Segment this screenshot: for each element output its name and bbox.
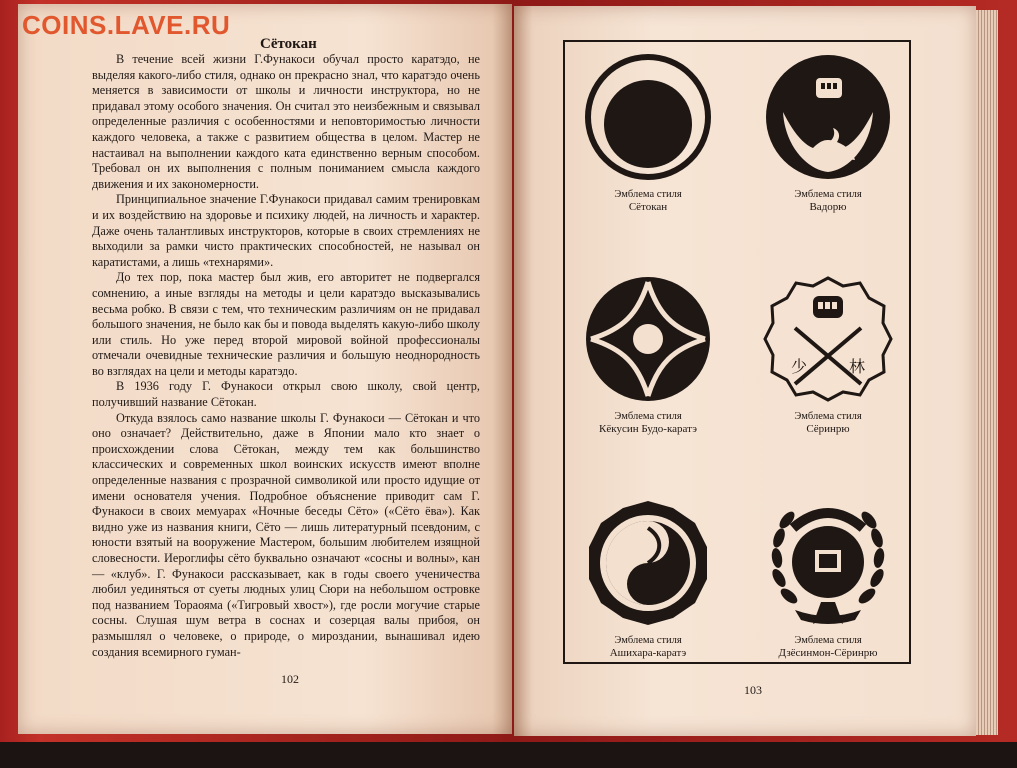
wado-ryu-emblem-icon [763,52,893,182]
svg-text:少: 少 [791,357,808,376]
paragraph: В течение всей жизни Г.Фунакоси обучал просто каратэдо, не выделяя какого-либо стиля, однако он прекрасно знал, что каратэдо очень меняется в зависимости от школы и личности инструктора, но не придавал этому особого значения. Он считал это неизбежным и связывал определенные различия с особенностями и неповторимостью личности каждого человека, а также с развитием общества в целом. Мастер не настаивал на выполнении каждого ката единственно верным способом. Требовал он их выполнения с полным пониманием смысла каждого движения и их закономерности. [92,52,480,191]
emblem-name: Сётокан [628,201,668,213]
joshinmon-emblem-icon [763,498,893,628]
emblem-name: Вадорю [809,201,847,213]
emblem-name: Кёкусин Будо-каратэ [599,423,697,435]
shotokan-emblem-icon [583,52,713,182]
emblem-name: Ашихара-каратэ [609,647,687,659]
kyokushin-emblem-icon [583,274,713,404]
emblem-label: Эмблема стиля [794,411,862,422]
paragraph: В 1936 году Г. Фунакоси открыл свою школу, свой центр, получивший название Сётокан. [92,379,480,410]
page-number-right: 103 [744,683,762,697]
emblem-wado-ryu [753,52,903,214]
emblem-label: Эмблема стиля [614,411,682,422]
body-text [92,52,480,660]
emblem-ashihara [573,498,723,660]
emblem-label: Эмблема стиля [794,189,862,200]
emblem-kyokushin [573,274,723,436]
emblems-figure [563,40,911,664]
svg-text:林: 林 [849,357,866,376]
page-edges [976,10,998,735]
emblem-name: Дзёсинмон-Сёринрю [778,647,878,659]
emblem-shorin-ryu [753,274,903,436]
ashihara-emblem-icon [583,498,713,628]
paragraph: Принципиальное значение Г.Фунакоси придавал самим тренировкам и их воздействию на здоровье и психику людей, на личность и характер. Даже очень талантливых инструкторов, которые в своих стремлениях не выходили за рамки чисто практических способностей, не называл он каратистами, а лишь «технарями». [92,192,480,269]
emblem-label: Эмблема стиля [794,635,862,646]
emblem-shotokan [573,52,723,214]
watermark: COINS.LAVE.RU [22,10,231,40]
page-number-left: 102 [281,672,299,686]
section-heading: Сётокан [260,36,317,52]
emblem-joshinmon [753,498,903,660]
emblem-label: Эмблема стиля [614,635,682,646]
shorin-ryu-emblem-icon [763,274,893,404]
background-shadow [0,742,1017,768]
paragraph: Откуда взялось само название школы Г. Фунакоси — Сётокан и что оно означает? Действительно, даже в Японии мало кто знает о происхождении слова Сётокан, между тем как большинство классических и современных школ воинских искусств имеют вполне определенные названия с прозрачной символикой или просто идущие от имени основателя учения. Подробное объяснение приводит сам Г. Фунакоси в своих мемуарах «Ночные беседы Сёто» («Сёто ёва»). Как видно уже из названия книги, Сёто — лишь литературный псевдоним, с юности взятый на вооружение Мастером, большим любителем изящной словесности. Иероглифы сёто буквально означают «сосны и волны», кан — «клуб». Г. Фунакоси рассказывает, как в годы своего ученичества любил уединяться от суеты людных улиц Сюри на небольшом островке под названием Тораояма («Тигровый хвост»), где росли могучие старые сосны. Слушая шум ветра в соснах и созерцая валы прибоя, он размышлял о человеке, о природе, о мироздании, вынашивал идею создания всемирного гуман- [92,410,480,659]
emblem-label: Эмблема стиля [614,189,682,200]
paragraph: До тех пор, пока мастер был жив, его авторитет не подвергался сомнению, а иные взгляды на методы и цели каратэдо высказывались весьма робко. В связи с тем, что техническим различиям он не придавал большого значения, не было как бы и повода выделять какую-либо школу или стиль. Но уже перед второй мировой войной профессионалы отмечали очевидные технические различия и большую неоднородность во взглядах на цели и методы каратэдо. [92,270,480,378]
emblem-name: Сёринрю [806,423,850,435]
